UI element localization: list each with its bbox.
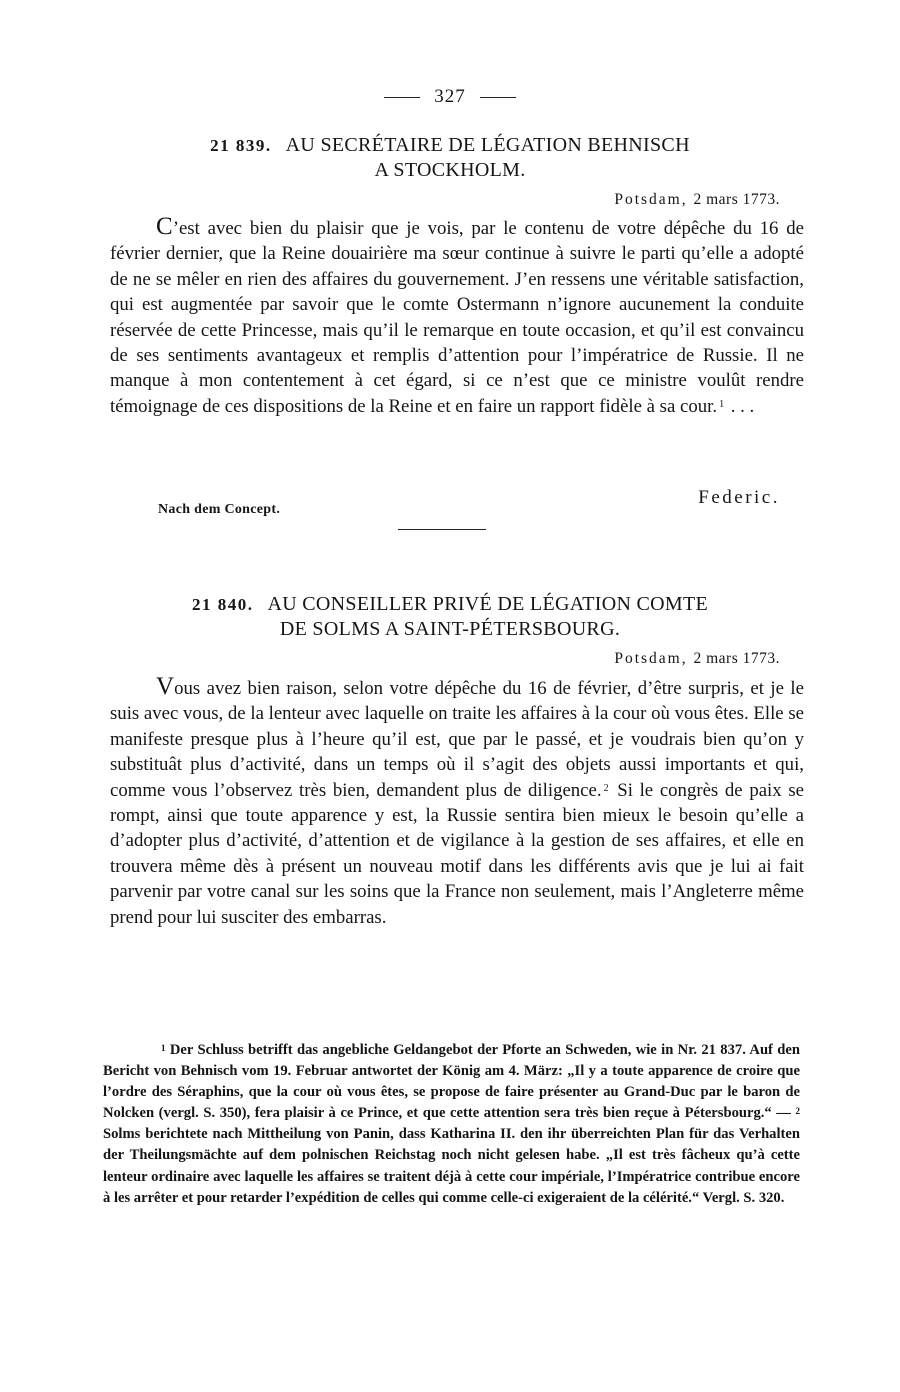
page-number-dash-right xyxy=(480,97,516,98)
letter-2-text-end: Si le congrès de paix se rompt, ainsi que toute apparence y est, la Russie sentira bien mieux le besoin qu’elle a d’adopter plus d’activité, d’attention et de vigilance à la gestion de ses affaires, et elle en trouvera même dès à présent un nouveau motif dans les différents avis que je lui ai fait parvenir par votre canal sur les soins que la France non seulement, mais l’Angleterre même prend pour lui susciter des embarras. xyxy=(110,779,804,928)
page-number-dash-left xyxy=(384,97,420,98)
letter-2-heading-line1: AU CONSEILLER PRIVÉ DE LÉGATION COMTE xyxy=(267,593,708,615)
letter-1-dateline xyxy=(614,191,780,209)
letter-2-body xyxy=(110,673,804,930)
letter-1-source: Nach dem Concept. xyxy=(158,502,281,517)
letter-2-date: 2 mars 1773. xyxy=(693,650,780,667)
section-separator xyxy=(398,529,486,530)
letter-2-text: ous avez bien raison, selon votre dépêche du 16 de février, d’être surpris, et je le suis avec vous, de la lenteur avec laquelle on traite les affaires à la cour où vous êtes. Elle se manifeste presque plus à l’heure qu’il est, que par le passé, et je voudrais bien qu’on y substituât plus d’activité, dans un temps où il s’agit des objets aussi importants et qui, comme vous l’observez très bien, demandent plus de diligence. xyxy=(110,678,804,801)
letter-1-date: 2 mars 1773. xyxy=(693,191,780,208)
letter-2-heading-line2: DE SOLMS A SAINT-PÉTERSBOURG. xyxy=(279,618,621,640)
letter-1-signature: Federic. xyxy=(698,487,780,508)
letter-1-note-ref[interactable]: 1 xyxy=(719,398,725,410)
letter-1-heading-line2: A STOCKHOLM. xyxy=(374,159,526,181)
letter-2-heading xyxy=(110,592,790,642)
page-number xyxy=(0,86,900,108)
page-number-value: 327 xyxy=(434,86,466,107)
letter-1-body xyxy=(110,213,804,419)
letter-1-heading xyxy=(110,133,790,183)
footnote-2-text: Solms berichtete nach Mittheilung von Panin, dass Katharina II. den ihr überreichten Plan für das Verhalten der Theilungsmächte auf dem polnischen Reichstag noch nicht gelesen habe. „Il est très fâcheux qu’à cette lenteur ordinaire avec laquelle les affaires se traitent déjà à cette cour impériale, l’Impératrice contribue encore à les arrêter et pour retarder l’expédition de celles qui comme celle-ci exigeraient de la célérité.“ Vergl. S. 320. xyxy=(103,1126,800,1206)
letter-1-number: 21 839. xyxy=(210,136,272,155)
letter-2-number: 21 840. xyxy=(191,595,254,614)
letter-2-place: Potsdam, xyxy=(614,650,688,667)
letter-2-initial: V xyxy=(156,673,175,700)
footnote-1-text: Der Schluss betrifft das angebliche Geldangebot der Pforte an Schweden, wie in Nr. 21 837. Auf den Bericht von Behnisch vom 19. Februar antwortet der König am 4. März: „Il y a toute apparence de croire que l’ordre des Séraphins, que la cour où vous êtes, se propose de faire présenter au Grand-Duc par le baron de Nolcken (vergl. S. 350), fera plaisir à ce Prince, et que cette attention sera très bien reçue à Pétersbourg.“ — xyxy=(103,1042,800,1122)
letter-2-dateline xyxy=(614,650,780,668)
letter-1-initial: C xyxy=(156,213,173,240)
letter-1-text-end: . . . xyxy=(726,395,755,417)
footnotes xyxy=(103,1040,800,1209)
letter-1-text: ’est avec bien du plaisir que je vois, par le contenu de votre dépêche du 16 de février dernier, que la Reine douairière ma sœur continue à suivre le parti qu’elle a adopté de ne se mêler en rien des affaires du gouvernement. J’en ressens une véritable satisfaction, qui est augmentée par savoir que le comte Ostermann n’ignore aucunement la conduite réservée de cette Princesse, mais qu’il le remarque en toute occasion, et qu’il est convaincu de ses sentiments avantageux et remplis d’attention pour l’impératrice de Russie. Il ne manque à mon contentement à cet égard, si ce n’est que ce ministre voulût rendre témoignage de ces dispositions de la Reine et en faire un rapport fidèle à sa cour. xyxy=(110,218,804,417)
letter-2-note-ref[interactable]: 2 xyxy=(603,782,609,794)
footnote-1-mark: 1 xyxy=(161,1043,166,1053)
letter-1-heading-line1: AU SECRÉTAIRE DE LÉGATION BEHNISCH xyxy=(285,134,690,156)
footnote-2-mark: 2 xyxy=(795,1106,800,1117)
letter-1-place: Potsdam, xyxy=(614,191,688,208)
